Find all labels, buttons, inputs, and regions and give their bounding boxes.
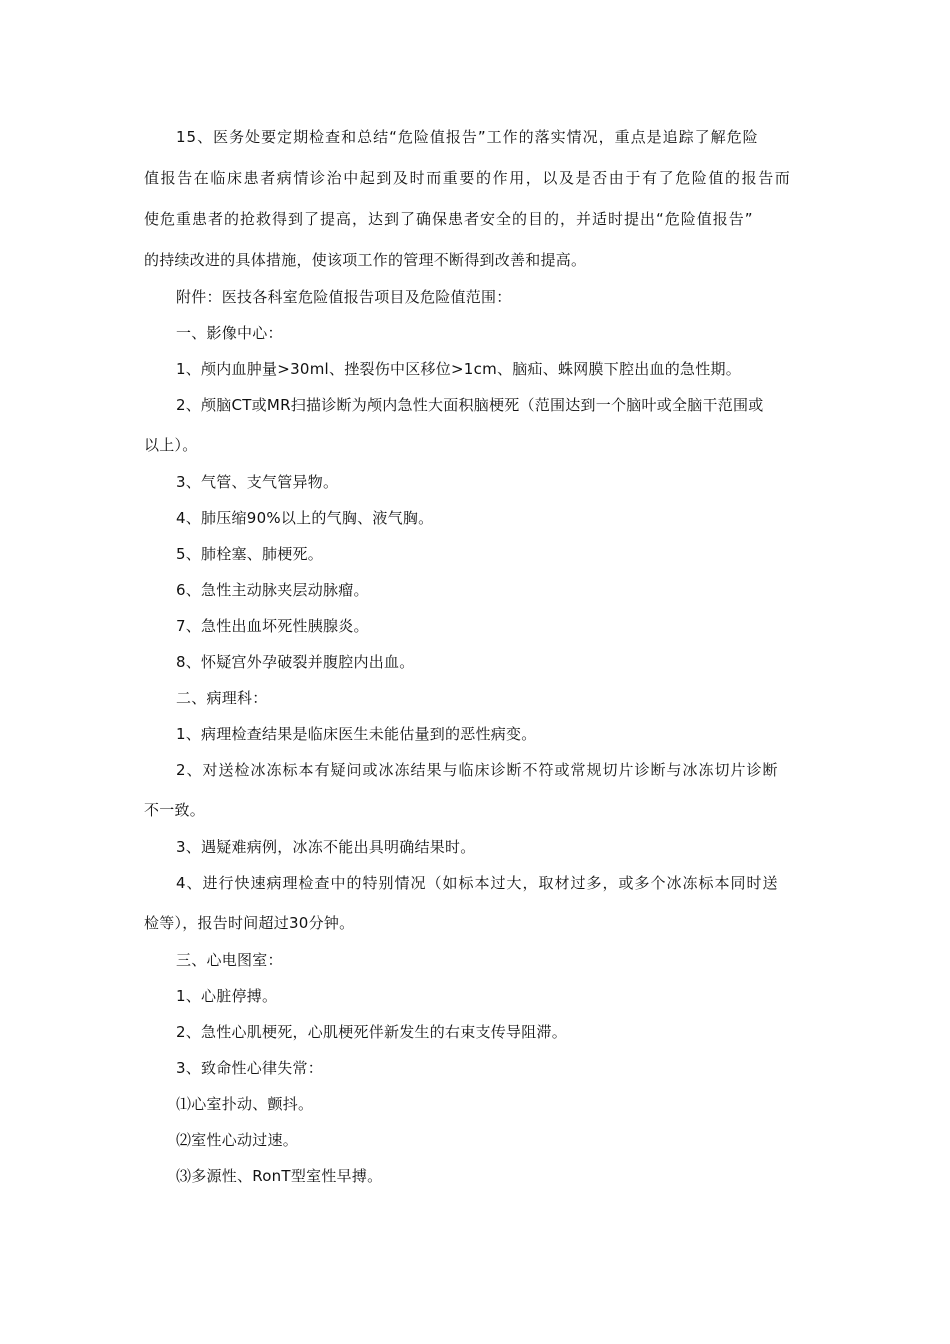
imaging-item-2-line-1: 2、颅脑CT或MR扫描诊断为颅内急性大面积脑梗死（范围达到一个脑叶或全脑干范围或 — [176, 396, 764, 414]
pathology-item-4-line-2: 检等），报告时间超过30分钟。 — [144, 914, 355, 932]
imaging-item-8: 8、怀疑宫外孕破裂并腹腔内出血。 — [176, 653, 415, 671]
pathology-item-1: 1、病理检查结果是临床医生未能估量到的恶性病变。 — [176, 725, 537, 743]
imaging-item-2-line-2: 以上）。 — [144, 436, 198, 454]
pathology-item-4-line-1: 4、进行快速病理检查中的特别情况（如标本过大，取材过多，或多个冰冻标本同时送 — [176, 874, 779, 892]
section-imaging-heading: 一、影像中心： — [176, 324, 283, 342]
ecg-item-2: 2、急性心肌梗死，心肌梗死伴新发生的右束支传导阻滞。 — [176, 1023, 568, 1041]
section-pathology-heading: 二、病理科： — [176, 689, 268, 707]
pathology-item-3: 3、遇疑难病例，冰冻不能出具明确结果时。 — [176, 838, 476, 856]
paragraph-15-line-3: 使危重患者的抢救得到了提高，达到了确保患者安全的目的，并适时提出“危险值报告” — [144, 210, 754, 228]
imaging-item-5: 5、肺栓塞、肺梗死。 — [176, 545, 324, 563]
paragraph-15-line-1: 15、医务处要定期检查和总结“危险值报告”工作的落实情况，重点是追踪了解危险 — [176, 128, 759, 146]
attachment-heading: 附件：医技各科室危险值报告项目及危险值范围： — [176, 288, 512, 306]
ecg-subitem-1: ⑴心室扑动、颤抖。 — [176, 1095, 314, 1113]
imaging-item-7: 7、急性出血坏死性胰腺炎。 — [176, 617, 369, 635]
pathology-item-2-line-2: 不一致。 — [144, 801, 206, 819]
pathology-item-2-line-1: 2、对送检冰冻标本有疑问或冰冻结果与临床诊断不符或常规切片诊断与冰冻切片诊断 — [176, 761, 779, 779]
paragraph-15-line-4: 的持续改进的具体措施，使该项工作的管理不断得到改善和提高。 — [144, 251, 587, 269]
ecg-subitem-3: ⑶多源性、RonT型室性早搏。 — [176, 1167, 383, 1185]
ecg-subitem-2: ⑵室性心动过速。 — [176, 1131, 299, 1149]
imaging-item-6: 6、急性主动脉夹层动脉瘤。 — [176, 581, 369, 599]
ecg-item-1: 1、心脏停搏。 — [176, 987, 278, 1005]
imaging-item-4: 4、肺压缩90%以上的气胸、液气胸。 — [176, 509, 434, 527]
section-ecg-heading: 三、心电图室： — [176, 951, 283, 969]
imaging-item-3: 3、气管、支气管异物。 — [176, 473, 339, 491]
ecg-item-3: 3、致命性心律失常： — [176, 1059, 324, 1077]
paragraph-15-line-2: 值报告在临床患者病情诊治中起到及时而重要的作用，以及是否由于有了危险值的报告而 — [144, 169, 792, 187]
imaging-item-1: 1、颅内血肿量>30ml、挫裂伤中区移位>1cm、脑疝、蛛网膜下腔出血的急性期。 — [176, 360, 741, 378]
